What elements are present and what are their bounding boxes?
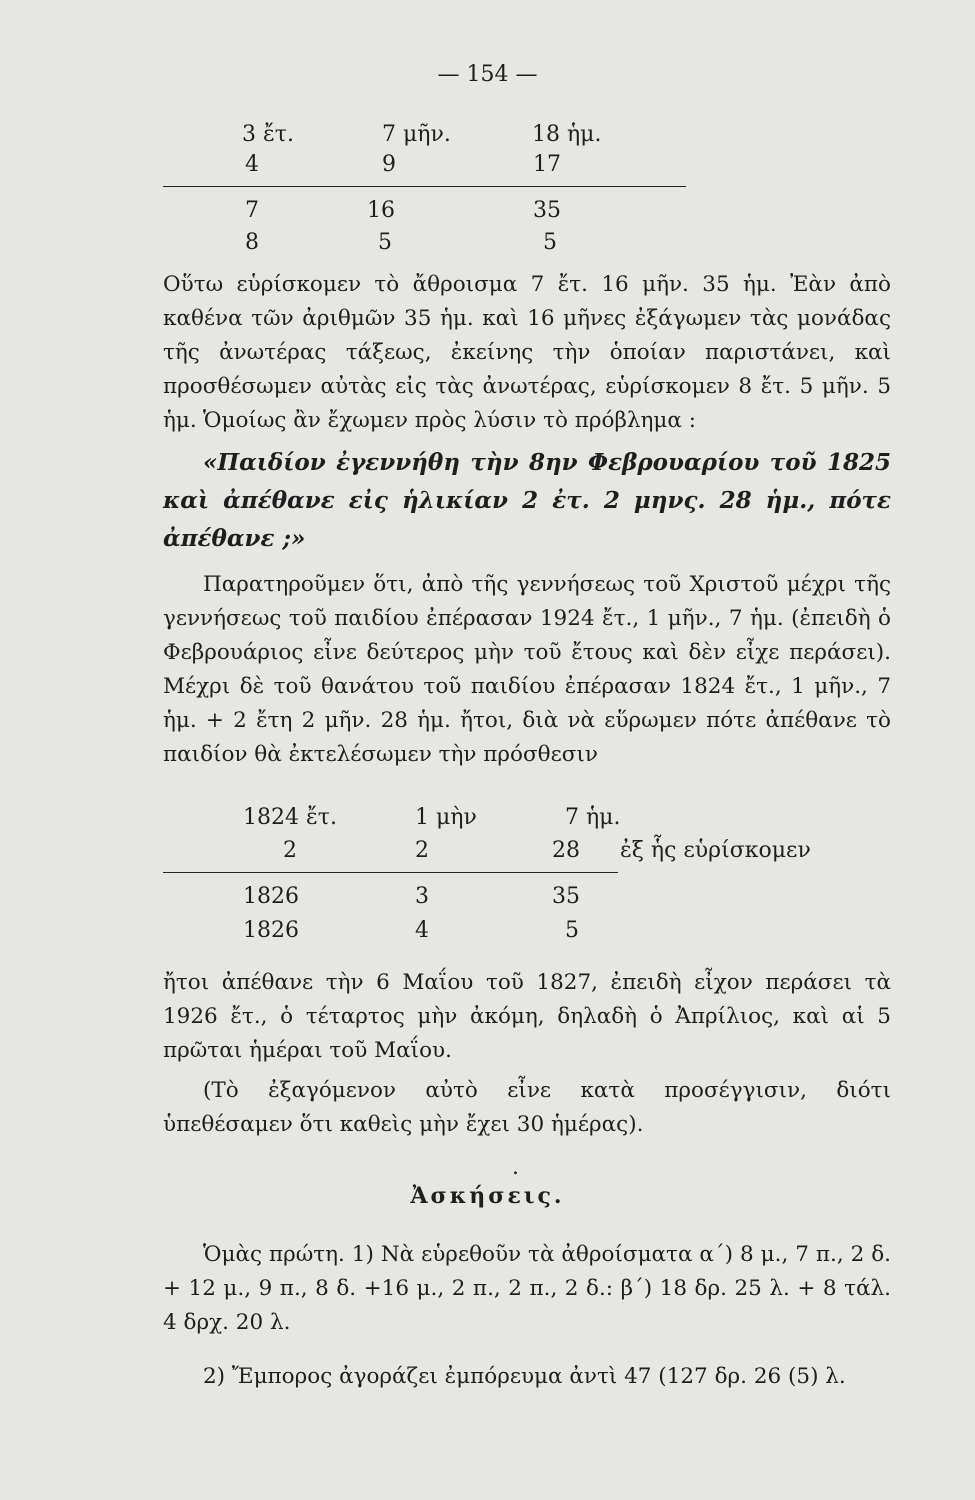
paragraph: (Τὸ ἐξαγόμενον αὐτὸ εἶνε κατὰ προσέγγισιν, διότι ὑπεθέσαμεν ὅτι καθεὶς μὴν ἔχει 30 ἡμέρας).	[163, 1078, 891, 1137]
cell: 1826	[243, 884, 299, 909]
cell: 5	[543, 230, 557, 255]
cell: 5	[565, 918, 579, 943]
table-note: ἐξ ἧς εὑρίσκομεν	[620, 838, 811, 863]
cell: 35	[552, 884, 580, 909]
cell: 1 μὴν	[415, 805, 477, 830]
cell: 3 ἔτ.	[242, 122, 294, 147]
cell: 16	[367, 198, 395, 223]
cell: 18 ἡμ.	[532, 122, 602, 147]
paragraph: ἤτοι ἀπέθανε τὴν 6 Μαΐου τοῦ 1827, ἐπειδὴ εἶχον περάσει τὰ 1926 ἔτ., ὁ τέταρτος μὴν ἀκόμη, δηλαδὴ ὁ Ἀπρίλιος, καὶ αἱ 5 πρῶται ἡμέραι τοῦ Μαΐου.	[163, 970, 891, 1063]
cell: 9	[382, 152, 396, 177]
cell: 7 μῆν.	[382, 122, 451, 147]
cell: 17	[533, 152, 561, 177]
paragraph: Ὁμοίως ἂν ἔχωμεν πρὸς λύσιν τὸ πρόβλημα :	[203, 408, 696, 433]
dot-mark: .	[512, 1155, 519, 1180]
cell: 1824 ἔτ.	[243, 805, 337, 830]
exercise: 2) Ἔμπορος ἀγοράζει ἐμπόρευμα ἀντὶ 47 (127 δρ. 26 (5) λ.	[203, 1364, 846, 1389]
cell: 7	[245, 198, 259, 223]
paragraph: Παρατηροῦμεν ὅτι, ἀπὸ τῆς γεννήσεως τοῦ Χριστοῦ μέχρι τῆς γεννήσεως τοῦ παιδίου ἐπέρασαν 1924 ἔτ., 1 μῆν., 7 ἡμ. (ἐπειδὴ ὁ Φεβρουάριος εἶνε δεύτερος μὴν τοῦ ἔτους καὶ δὲν εἶχε περάσει). Μέχρι δὲ τοῦ θανάτου τοῦ παιδίου ἐπέρασαν 1824 ἔτ., 1 μῆν., 7 ἡμ. + 2 ἔτη 2 μῆν. 28 ἡμ. ἤτοι, διὰ νὰ εὕρωμεν πότε ἀπέθανε τὸ παιδίον θὰ ἐκτελέσωμεν τὴν πρόσθεσιν	[163, 572, 891, 767]
sum-rule	[163, 872, 618, 873]
cell: 5	[378, 230, 392, 255]
section-heading: Ἀσκήσεις.	[410, 1183, 565, 1209]
cell: 3	[415, 884, 429, 909]
cell: 2	[415, 838, 429, 863]
page-number: — 154 —	[437, 62, 538, 87]
cell: 4	[415, 918, 429, 943]
exercise: Ὁμὰς πρώτη. 1) Νὰ εὑρεθοῦν τὰ ἀθροίσματα α΄) 8 μ., 7 π., 2 δ. + 12 μ., 9 π., 8 δ. +16 μ., 2 π., 2 π., 2 δ.: β΄) 18 δρ. 25 λ. + 8 τάλ. 4 δρχ. 20 λ.	[163, 1242, 891, 1335]
cell: 28	[552, 838, 580, 863]
sum-rule	[163, 186, 686, 187]
paragraph: Οὕτω εὑρίσκομεν τὸ ἄθροισμα 7 ἔτ. 16 μῆν. 35 ἡμ. Ἐὰν ἀπὸ καθένα τῶν ἀριθμῶν 35 ἡμ. καὶ 16 μῆνες ἐξάγωμεν τὰς μονάδας τῆς ἀνωτέρας τάξεως, ἐκείνης τὴν ὁποίαν παριστάνει, καὶ προσθέσωμεν αὐτὰς εἰς τὰς ἀνωτέρας, εὑρίσκομεν 8 ἔτ. 5 μῆν. 5 ἡμ.	[163, 272, 891, 433]
cell: 1826	[243, 918, 299, 943]
cell: 4	[245, 152, 259, 177]
cell: 7 ἡμ.	[565, 805, 621, 830]
cell: 2	[283, 838, 297, 863]
cell: 35	[533, 198, 561, 223]
problem-statement: «Παιδίον ἐγεννήθη τὴν 8ην Φεβρουαρίου τοῦ 1825 καὶ ἀπέθανε εἰς ἡλικίαν 2 ἐτ. 2 μηνς. 28 ἡμ., πότε ἀπέθανε ;»	[163, 449, 891, 552]
cell: 8	[245, 230, 259, 255]
